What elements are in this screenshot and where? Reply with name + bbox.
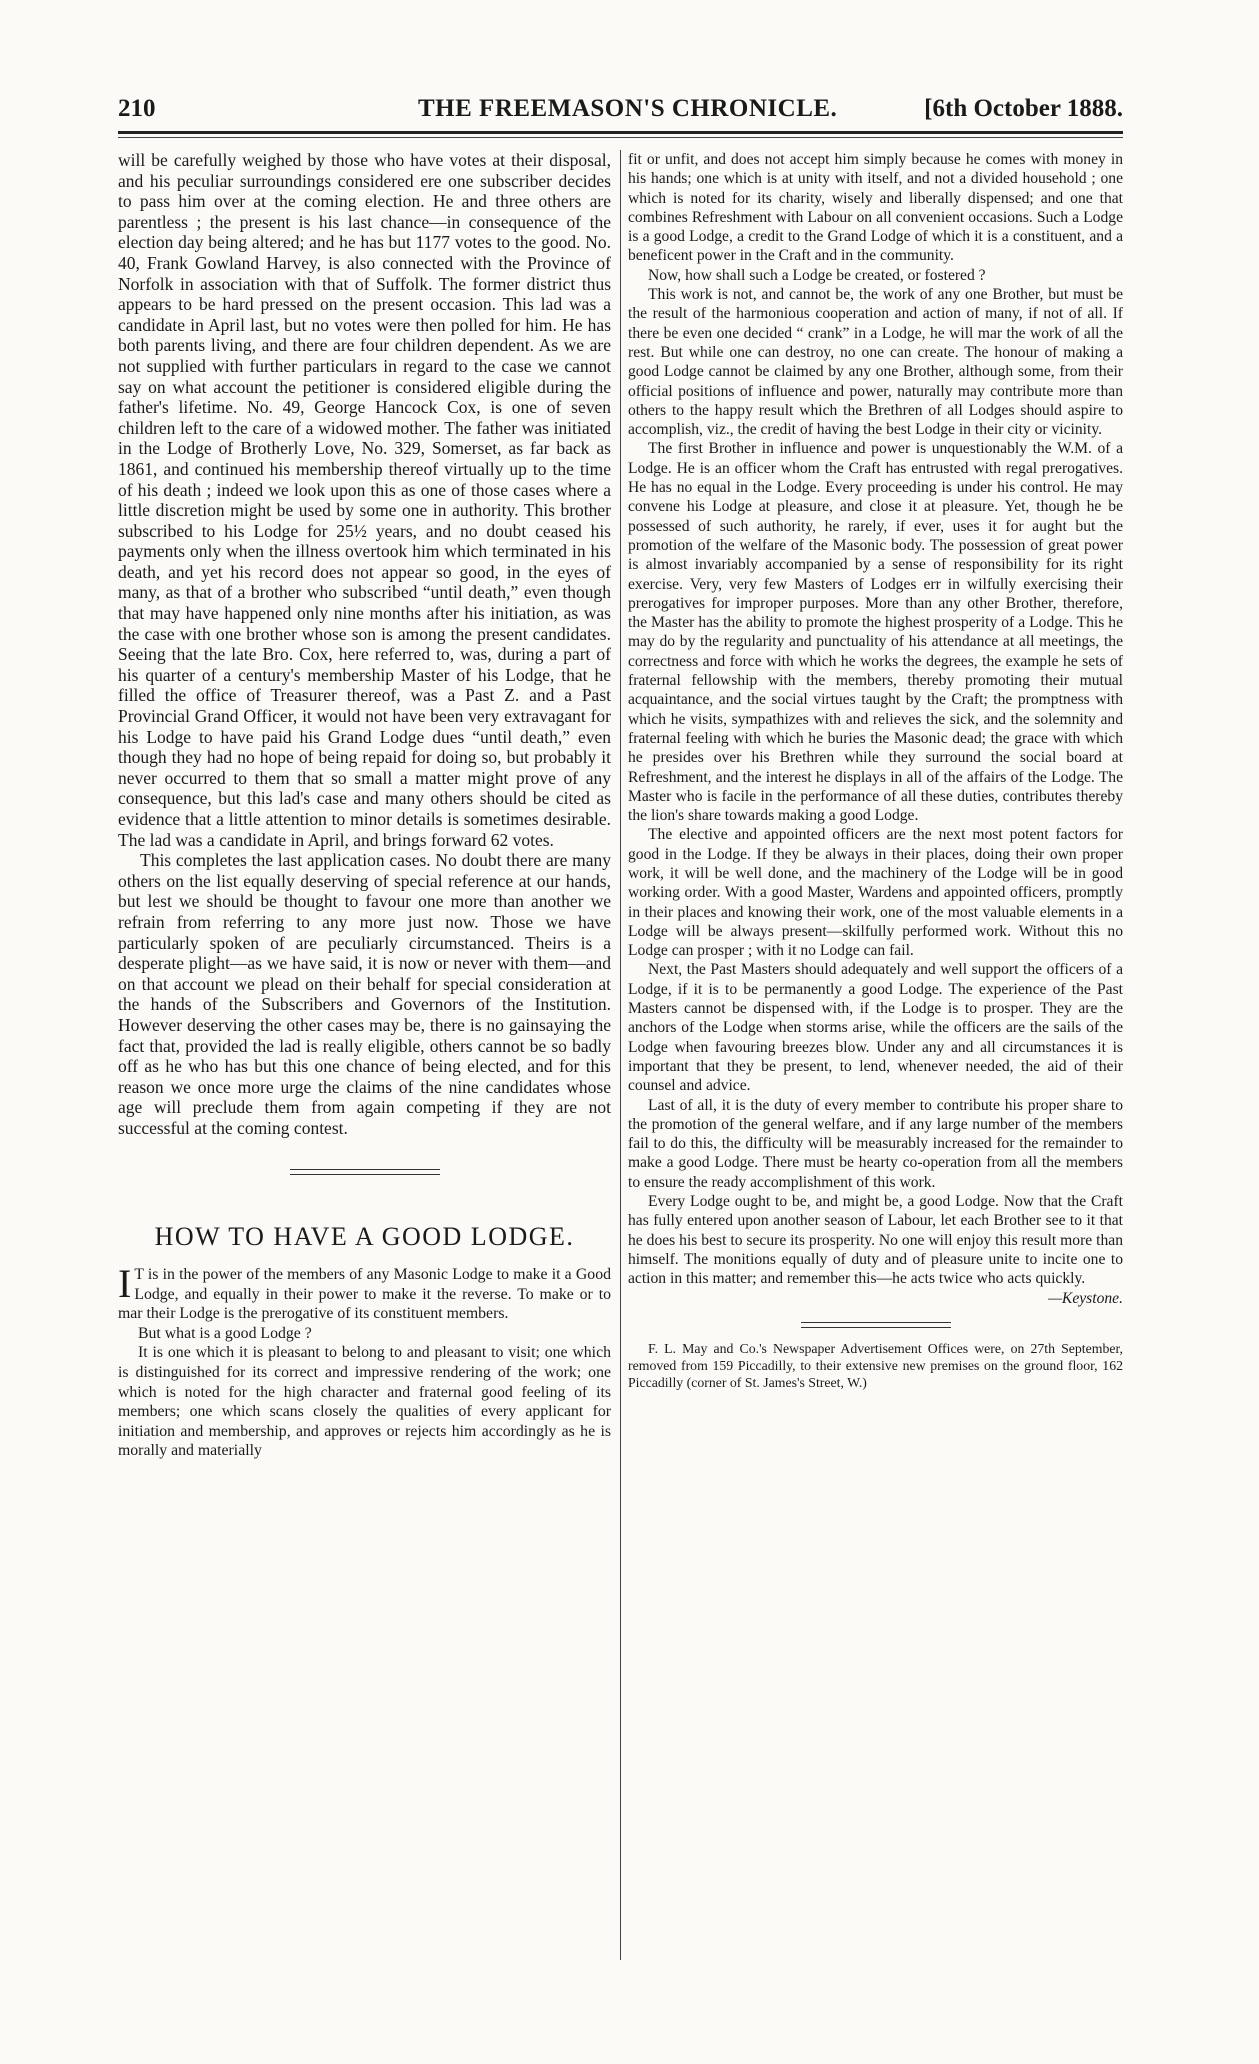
drop-cap: I xyxy=(118,1261,132,1307)
masthead-title: THE FREEMASON'S CHRONICLE. xyxy=(418,95,838,122)
left-column xyxy=(118,150,611,1461)
lodge-paragraph: It is one which it is pleasant to belong to and pleasant to visit; one which is distinguished for its correct and impressive rendering of the work; one which is noted for the high character and fraternal good feeling of its members; one which scans closely the qualities of every applicant for initiation and membership, and approves or rejects him accordingly as he is morally and materially xyxy=(118,1344,611,1460)
issue-date: [6th October 1888. xyxy=(924,95,1123,122)
article-paragraph: The elective and appointed officers are the next most potent factors for good in the Lodge. If they be always in their places, doing their own proper work, it will be well done, and the machinery of the Lodge will be in good working order. With a good Master, Wardens and appointed officers, promptly in their places and knowing their work, one of the most valuable elements in a Lodge will be always present—skilfully performed work. Without this no Lodge can prosper ; with it no Lodge can fail. xyxy=(628,826,1123,960)
article-paragraph: Last of all, it is the duty of every member to contribute his proper share to the promotion of the general welfare, and if any large number of the members fail to do this, the difficulty will be measurably increased for the remainder to make a good Lodge. There must be hearty co-operation from all the members to ensure the ready accomplishment of this work. xyxy=(628,1096,1123,1191)
right-column xyxy=(628,150,1123,1391)
page-header xyxy=(118,95,1123,129)
article-paragraph: fit or unfit, and does not accept him simply because he comes with money in his hands; one which is at unity with itself, and not a divided household ; one which is noted for its charity, wisely and liberally dispensed; and one that combines Refreshment with Labour on all convenient occasions. Such a Lodge is a good Lodge, a credit to the Grand Lodge of which it is a constituent, and a beneficent power in the Craft and in the community. xyxy=(628,151,1123,265)
column-divider xyxy=(620,150,621,1960)
page-number: 210 xyxy=(118,95,156,122)
lodge-article xyxy=(118,1261,611,1461)
article-paragraph: The first Brother in influence and power is unquestionably the W.M. of a Lodge. He is an officer whom the Craft has entrusted with regal prerogatives. He has no equal in the Lodge. Every proceeding is under his control. He may convene his Lodge at pleasure, and close it at pleasure. Yet, though he be possessed of such authority, he rarely, if ever, uses it for aught but the promotion of the welfare of the Masonic body. The possession of great power is almost invariably accompanied by a sense of responsibility for its right exercise. Very, very few Masters of Lodges err in wilfully exercising their prerogatives for improper purposes. More than any other Brother, therefore, the Master has the ability to promote the highest prosperity of a Lodge. This he may do by the regularity and punctuality of his attendance at all meetings, the correctness and force with which he works the degrees, the example he sets of fraternal fellowship with the members, thereby promoting their mutual acquaintance, and the social virtues taught by the Craft; the promptness with which he visits, sympathizes with and relieves the sick, and the solemnity and fraternal feeling with which he buries the Masonic dead; the grace with which he presides over his Brethren while they surround the social board at Refreshment, and the interest he displays in all of the affairs of the Lodge. The Master who is facile in the performance of all these duties, contributes thereby the lion's share towards making a good Lodge. xyxy=(628,440,1123,825)
notice-text: F. L. May and Co.'s Newspaper Advertisement Offices were, on 27th September, removed from 159 Piccadilly, to their extensive new premises on the ground floor, 162 Piccadilly (corner of St. James's Street, W.) xyxy=(628,1340,1123,1391)
article-signature: —Keystone. xyxy=(1048,1289,1123,1307)
article-paragraph: Now, how shall such a Lodge be created, or fostered ? xyxy=(648,266,986,284)
advertisement-notice xyxy=(628,1340,1123,1392)
notice-divider xyxy=(801,1322,951,1328)
lodge-paragraph xyxy=(118,1261,611,1324)
article-paragraph: Every Lodge ought to be, and might be, a good Lodge. Now that the Craft has fully entered upon another season of Labour, let each Brother see to it that he does his best to secure its prosperity. No one will enjoy this result more than himself. The monitions equally of duty and of pleasure unite to incite one to action in this matter; and remember this—he acts twice who acts quickly. xyxy=(628,1193,1123,1288)
article-paragraph: will be carefully weighed by those who have votes at their disposal, and his peculiar surroundings considered ere one subscriber decides to pass him over at the coming election. He and three others are parentless ; the present is his last chance—in consequence of the election day being altered; and he has but 1177 votes to the good. No. 40, Frank Gowland Harvey, is also connected with the Province of Norfolk in association with that of Suffolk. The former district thus appears to be hard pressed on the present occasion. This lad was a candidate in April last, but no votes were then polled for him. He has both parents living, and there are four children dependent. As we are not supplied with further particulars in regard to the case we cannot say on what account the petitioner is considered eligible during the father's lifetime. No. 49, George Hancock Cox, is one of seven children left to the care of a widowed mother. The father was initiated in the Lodge of Brotherly Love, No. 329, Somerset, as far back as 1861, and continued his membership thereof virtually up to the time of his death ; indeed we look upon this as one of those cases where a little discretion might be used by some one in authority. This brother subscribed to his Lodge for 25½ years, and no doubt ceased his payments only when the illness overtook him which terminated in his death, and yet his record does not appear so good, in the eyes of many, as that of a brother who subscribed “until death,” even though that may have happened only nine months after his initiation, as was the case with one brother whose son is among the present candidates. Seeing that the late Bro. Cox, here referred to, was, during a part of his quarter of a century's membership Master of his Lodge, that he filled the office of Treasurer thereof, was a Past Z. and a Past Provincial Grand Officer, it would not have been very extravagant for his Lodge to have paid his Grand Lodge dues “until death,” even though they had no hope of being repaid for doing so, but probably it never occurred to them that so small a matter might prove of any consequence, but this lad's case and many others should be cited as evidence that a little attention to minor details is sometimes desirable. The lad was a candidate in April, and brings forward 62 votes. xyxy=(118,150,611,850)
section-title: HOW TO HAVE A GOOD LODGE. xyxy=(154,1221,575,1251)
article-paragraph: This completes the last application cases. No doubt there are many others on the list equally deserving of special reference at our hands, but lest we should be thought to favour one more than another we refrain from referring to any more just now. Those we have particularly spoken of are peculiarly circumstanced. Theirs is a desperate plight—as we have said, it is now or never with them—and on that account we plead on their behalf for special consideration at the hands of the Subscribers and Governors of the Institution. However deserving the other cases may be, there is no gainsaying the fact that, provided the lad is really eligible, others cannot be so badly off as he who has but this one chance of being elected, and for this reason we once more urge the claims of the nine candidates whose age will preclude them from again competing if they are not successful at the coming contest. xyxy=(118,850,611,1138)
section-divider xyxy=(290,1169,440,1175)
lodge-paragraph: But what is a good Lodge ? xyxy=(138,1324,312,1342)
header-rule xyxy=(118,131,1123,134)
article-paragraph: Next, the Past Masters should adequately and well support the officers of a Lodge, if it is to be permanently a good Lodge. The experience of the Past Masters cannot be dispensed with, if the Lodge is to prosper. They are the anchors of the Lodge when storms arise, while the officers are the sails of the Lodge when favouring breezes blow. Under any and all circumstances it is important that they be present, to lend, whenever needed, the aid of their counsel and advice. xyxy=(628,961,1123,1095)
header-rule-thin xyxy=(118,137,1123,138)
lodge-paragraph-text: T is in the power of the members of any Masonic Lodge to make it a Good Lodge, and equally in their power to make it the reverse. To make or to mar their Lodge is the prerogative of its constituent members. xyxy=(118,1266,611,1323)
article-paragraph: This work is not, and cannot be, the work of any one Brother, but must be the result of the harmonious cooperation and action of many, if not of all. If there be even one decided “ crank” in a Lodge, he will mar the work of all the rest. But while one can destroy, no one can create. The honour of making a good Lodge cannot be claimed by any one Brother, although some, from their official positions of influence and power, naturally may contribute more than others to the happy result which the Brethren of all Lodges should aspire to accomplish, viz., the credit of having the best Lodge in their city or vicinity. xyxy=(628,286,1123,439)
